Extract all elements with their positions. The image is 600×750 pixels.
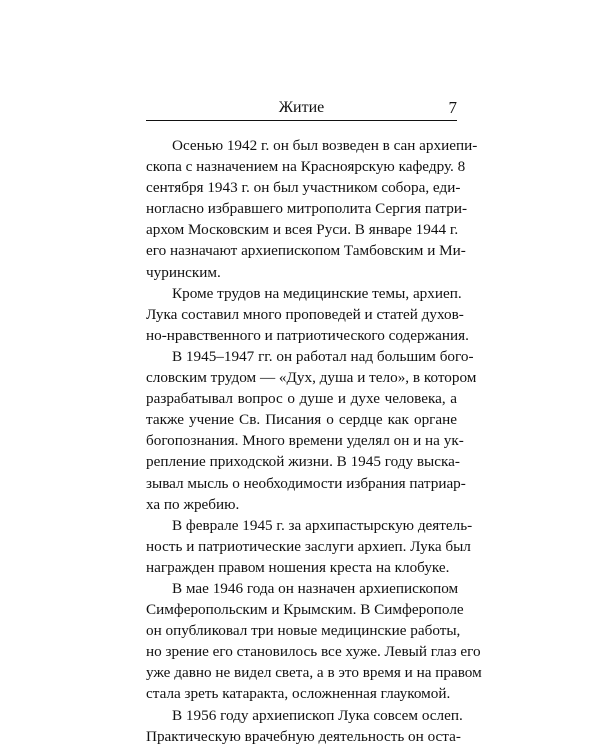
text-line: словским трудом — «Дух, душа и тело», в котором	[146, 369, 477, 387]
body-text	[146, 135, 482, 747]
text-line: В мае 1946 года он назначен архиепископом	[172, 579, 459, 597]
text-line: также учение Св. Писания о сердце как органе	[146, 411, 457, 429]
text-line: В 1956 году архиепископ Лука совсем ослеп.	[172, 706, 463, 724]
paragraph	[146, 705, 463, 747]
paragraph	[146, 135, 478, 283]
running-head-title: Житие	[278, 99, 325, 116]
text-line: скопа с назначением на Красноярскую кафедру. 8	[146, 158, 466, 176]
paragraph	[146, 283, 469, 346]
page-number: 7	[448, 98, 457, 117]
text-line: уже давно не видел света, а в это время и на правом	[146, 664, 482, 682]
text-line: Кроме трудов на медицинские темы, архиеп.	[172, 284, 462, 302]
text-line: стала зреть катаракта, осложненная глаукомой.	[146, 685, 451, 703]
text-line: его назначают архиепископом Тамбовским и Ми-	[146, 242, 466, 260]
text-line: богопознания. Много времени уделял он и на ук-	[146, 432, 464, 450]
text-line: ность и патриотические заслуги архиеп. Лука был	[146, 537, 471, 555]
text-line: ха по жребию.	[146, 495, 240, 513]
text-line: но зрение его становилось все хуже. Левый глаз его	[146, 643, 481, 661]
text-line: но-нравственного и патриотического содержания.	[146, 326, 469, 344]
text-line: сентября 1943 г. он был участником собора, еди-	[146, 179, 461, 197]
text-line: ногласно избравшего митрополита Сергия патри-	[146, 200, 467, 218]
text-line: Практическую врачебную деятельность он оста-	[146, 727, 461, 745]
text-line: В феврале 1945 г. за архипастырскую деятель-	[172, 516, 473, 534]
text-line: награжден правом ношения креста на клобуке.	[146, 558, 450, 576]
running-head	[146, 98, 457, 120]
paragraph	[146, 578, 482, 705]
text-line: Лука составил много проповедей и статей духов-	[146, 305, 464, 323]
text-line: зывал мысль о необходимости избрания патриар-	[146, 474, 466, 492]
text-line: разрабатывал вопрос о душе и духе человека, а	[146, 390, 457, 408]
paragraph	[146, 346, 477, 515]
text-line: репление приходской жизни. В 1945 году выска-	[146, 453, 460, 471]
text-line: архом Московским и всея Руси. В январе 1944 г.	[146, 221, 459, 239]
header-rule	[146, 120, 457, 121]
text-line: В 1945–1947 гг. он работал над большим бого-	[172, 347, 474, 365]
text-line: Симферопольским и Крымским. В Симферополе	[146, 601, 464, 619]
text-line: Осенью 1942 г. он был возведен в сан архиепи-	[172, 137, 478, 154]
text-line: чуринским.	[146, 263, 221, 281]
text-line: он опубликовал три новые медицинские работы,	[146, 622, 461, 640]
paragraph	[146, 515, 473, 578]
